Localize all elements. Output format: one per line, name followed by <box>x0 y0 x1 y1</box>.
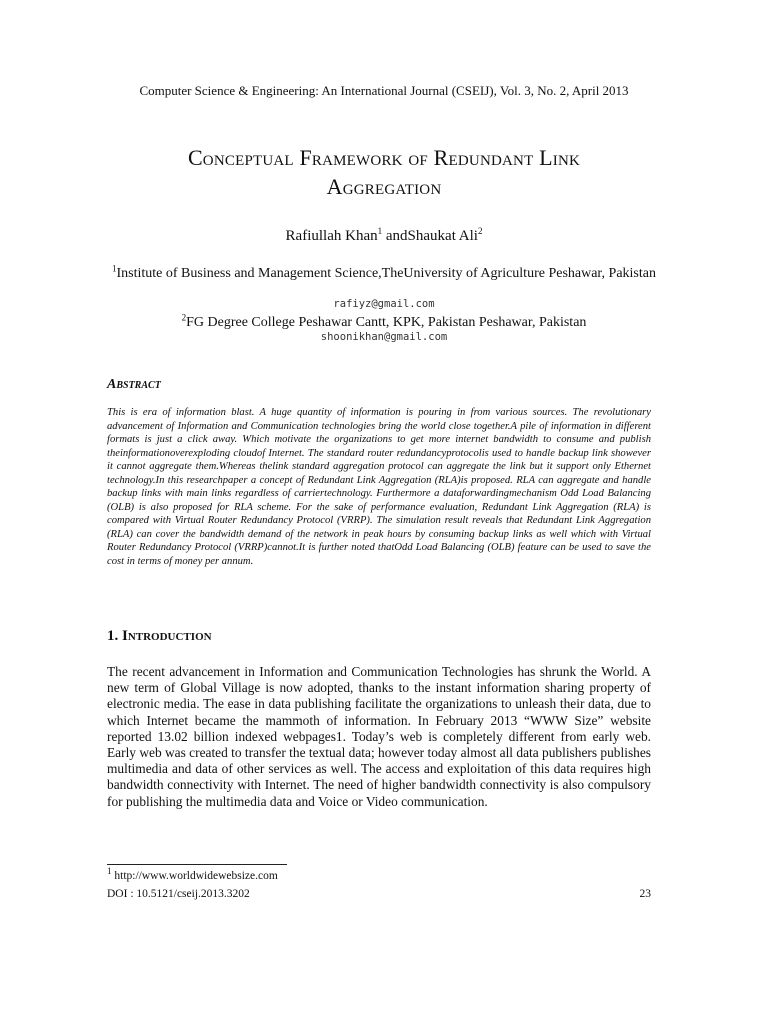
section-heading-introduction: 1. Introduction <box>107 628 212 644</box>
footnote-mark: 1 <box>107 866 112 877</box>
abstract-text: This is era of information blast. A huge quantity of information is pouring in from various sources. The revolutionary advancement of Information and Communication technologies bring the world close together.A pile of information in different formats is just a click away. Which motivate the organizations to get more internet bandwidth to consume and publish theinformationoverexploding cloudof Internet. The standard router redundancyprotocolis used to handle backup link showever it cannot aggregate them.Whereas thelink standard aggregation protocol can aggregate the link but it support only Ethernet technology.In this researchpaper a concept of Redundant Link Aggregation (RLA)is proposed. RLA can aggregate and handle backup links with main links regardless of carriertechnology. Furthermore a dataforwardingmechanism Odd Load Balancing (OLB) is also proposed for RLA scheme. For the sake of performance evaluation, Redundant Link Aggregation (RLA) is compared with Virtual Router Redundancy Protocol (VRRP). The simulation result reveals that Redundant Link Aggregation (RLA) can cover the bandwidth demand of the network in peak hours by consuming backup links as well which with Virtual Router Redundancy Protocol (VRRP)cannot.It is further noted thatOdd Load Balancing (OLB) feature can be used to save the cost in terms of money per annum. <box>107 407 651 567</box>
footnote-text: http://www.worldwidewebsize.com <box>111 870 278 882</box>
paper-title-line-1: Conceptual Framework of Redundant Link <box>187 145 581 170</box>
affiliation-text: FG Degree College Peshawar Cantt, KPK, Pakistan Peshawar, Pakistan <box>186 315 587 330</box>
author-affiliation-mark: 1 <box>377 226 383 236</box>
paper-title-line-2: Aggregation <box>326 174 442 199</box>
affiliation-1 <box>90 264 678 283</box>
author-name: Shaukat Ali <box>407 228 478 244</box>
introduction-paragraph: The recent advancement in Information and Communication Technologies has shrunk the World. A new term of Global Village is now adopted, thanks to the instant information sharing property of electronic media. The ease in data publishing facilitate the organizations to unleash their data, due to which Internet became the mammoth of information. In February 2013 “WWW Size” website reported 13.02 billion indexed webpages1. Today’s web is completely different from early web. Early web was created to transfer the textual data; however today almost all data publishers publishes multimedia and data of other services as well. The access and exploitation of this data requires high bandwidth connectivity with Internet. The need of higher bandwidth connectivity is also compulsory for publishing the multimedia data and Voice or Video communication. <box>107 664 652 809</box>
author-name: Rafiullah Khan <box>285 228 378 244</box>
footnote-divider <box>107 864 287 865</box>
author-email-2: shoonikhan@gmail.com <box>320 331 448 343</box>
page-number: 23 <box>639 888 651 900</box>
author-conjunction: and <box>382 228 408 244</box>
author-email-1: rafiyz@gmail.com <box>333 298 435 310</box>
footnote <box>107 866 278 882</box>
doi-line: DOI : 10.5121/cseij.2013.3202 <box>107 888 250 900</box>
affiliation-text: Institute of Business and Management Science,TheUniversity of Agriculture Peshawar, Pakistan <box>116 266 656 281</box>
author-affiliation-mark: 2 <box>477 226 483 236</box>
affiliation-2 <box>90 313 678 332</box>
running-header: Computer Science & Engineering: An International Journal (CSEIJ), Vol. 3, No. 2, April 2013 <box>139 83 629 98</box>
affiliation-mark: 1 <box>112 263 117 274</box>
affiliation-mark: 2 <box>181 312 187 323</box>
abstract-heading: Abstract <box>107 377 161 392</box>
author-list <box>0 228 768 245</box>
paper-title <box>60 143 708 201</box>
